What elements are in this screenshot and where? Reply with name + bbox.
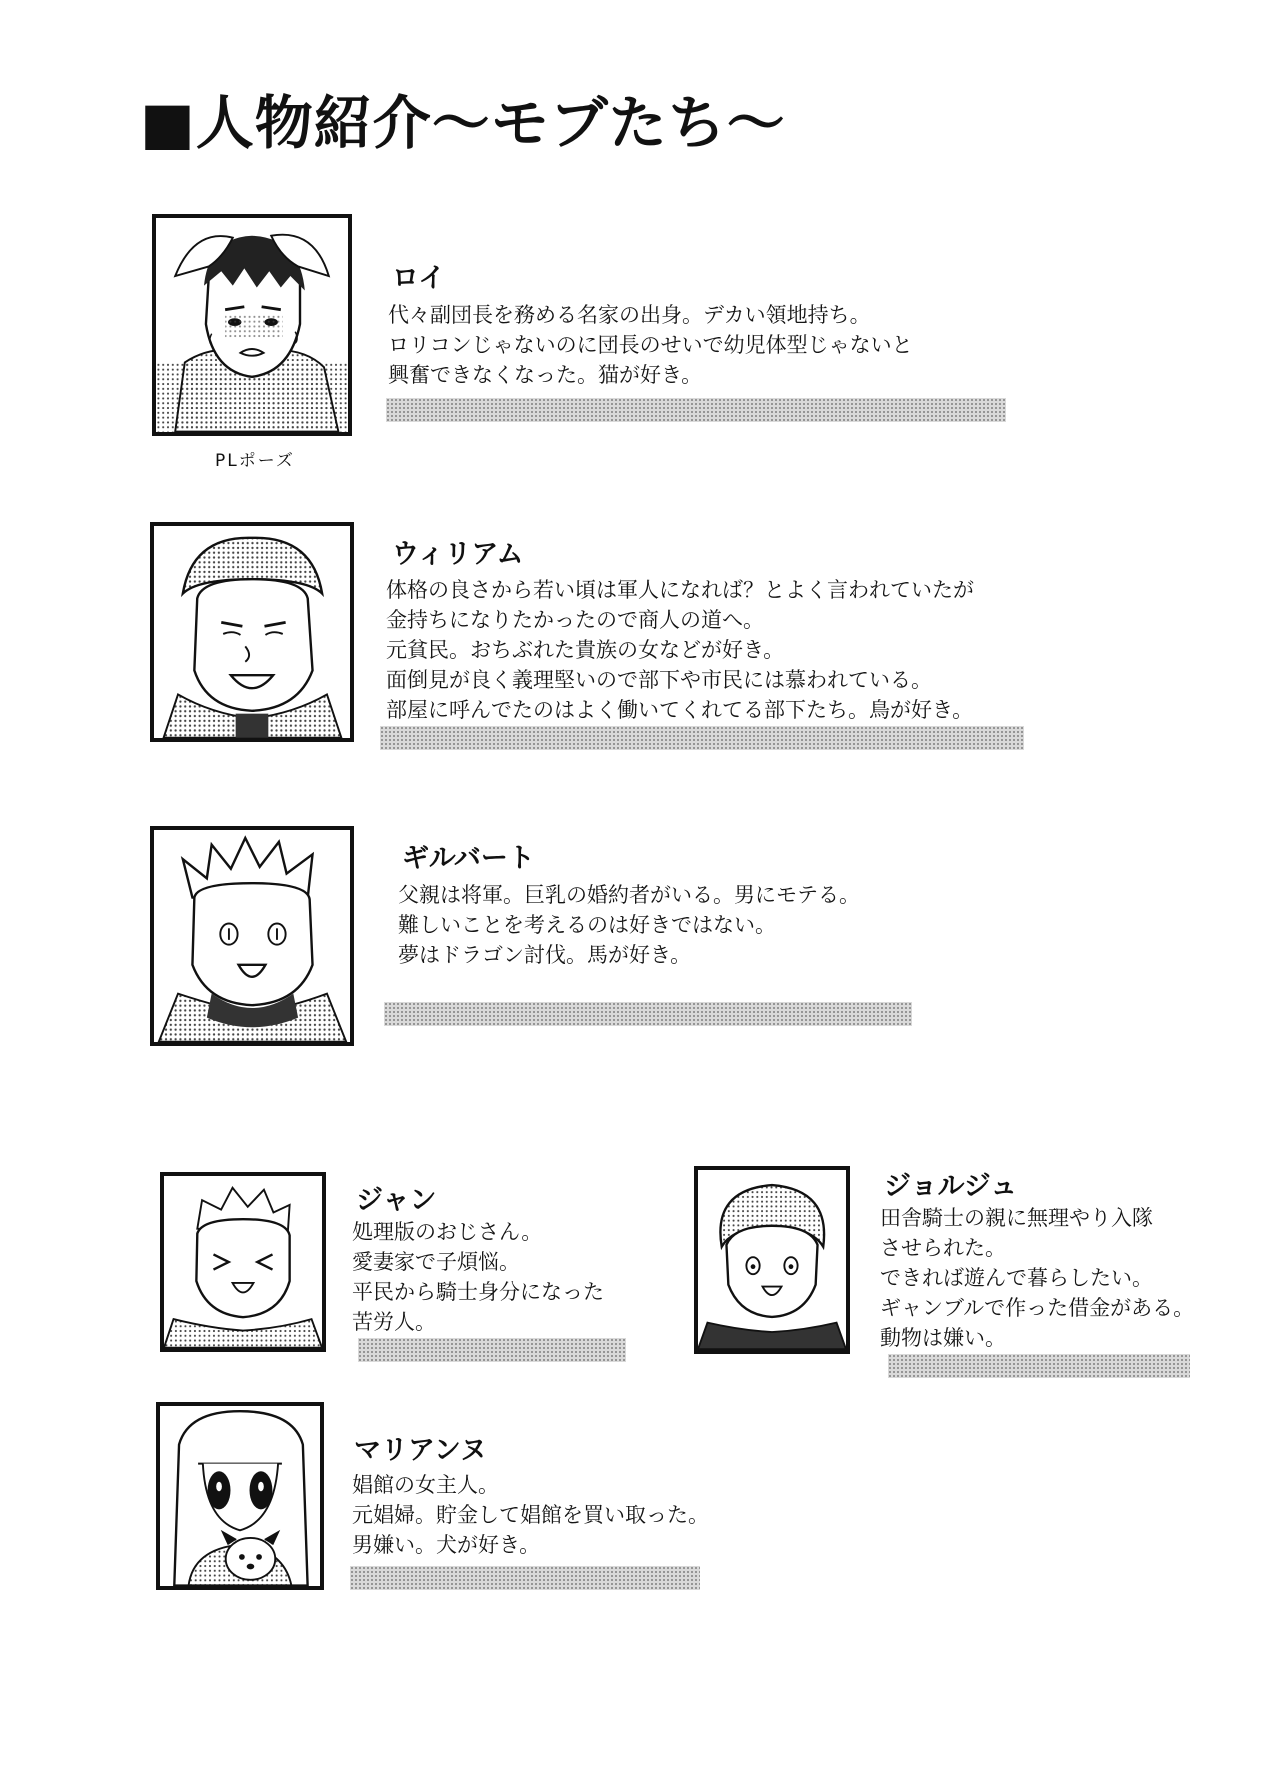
description-line: 平民から騎士身分になった: [352, 1280, 604, 1304]
description-line: 動物は嫌い。: [880, 1326, 1006, 1350]
description-line: 金持ちになりたかったので商人の道へ。: [386, 608, 764, 632]
character-description: [398, 880, 860, 970]
description-line: ギャンブルで作った借金がある。: [880, 1296, 1195, 1320]
screentone-strip: [380, 726, 1024, 750]
young-knight-portrait: [694, 1166, 850, 1354]
description-line: 父親は将軍。巨乳の婚約者がいる。男にモテる。: [398, 883, 860, 907]
page-title: ■人物紹介～モブたち～: [140, 89, 786, 157]
description-line: ロリコンじゃないのに団長のせいで幼児体型じゃないと: [388, 333, 913, 357]
character-description: [352, 1470, 709, 1560]
description-line: 面倒見が良く義理堅いので部下や市民には慕われている。: [386, 668, 932, 692]
description-line: 愛妻家で子煩悩。: [352, 1250, 520, 1274]
screentone-strip: [358, 1338, 626, 1362]
character-name: ジャン: [356, 1185, 437, 1216]
description-line: 興奮できなくなった。猫が好き。: [388, 363, 703, 387]
description-line: 田舎騎士の親に無理やり入隊: [880, 1206, 1153, 1230]
description-line: 娼館の女主人。: [352, 1473, 499, 1497]
description-line: 苦労人。: [352, 1310, 436, 1334]
screentone-strip: [888, 1354, 1190, 1378]
character-name: ウィリアム: [392, 539, 524, 570]
character-description: [386, 575, 974, 725]
description-line: 代々副団長を務める名家の出身。デカい領地持ち。: [388, 303, 871, 327]
smiling-merchant-portrait: [150, 522, 354, 742]
woman-holding-dog-portrait: [156, 1402, 324, 1590]
description-line: 体格の良さから若い頃は軍人になれば？とよく言われていたが: [386, 578, 974, 602]
description-line: 部屋に呼んでたのはよく働いてくれてる部下たち。鳥が好き。: [386, 698, 974, 722]
description-line: 夢はドラゴン討伐。馬が好き。: [398, 943, 692, 967]
screentone-strip: [350, 1566, 700, 1590]
character-description: [388, 300, 913, 390]
description-line: させられた。: [880, 1236, 1006, 1260]
description-line: 難しいことを考えるのは好きではない。: [398, 913, 776, 937]
description-line: 元貧民。おちぶれた貴族の女などが好き。: [386, 638, 785, 662]
character-name: ジョルジュ: [884, 1171, 1018, 1202]
character-description: [880, 1203, 1194, 1353]
character-name: マリアンヌ: [354, 1435, 487, 1466]
character-name: ギルバート: [402, 843, 535, 874]
spiky-hair-knight-portrait: [150, 826, 354, 1046]
screentone-strip: [384, 1002, 912, 1026]
screentone-strip: [386, 398, 1006, 422]
character-name: ロイ: [392, 263, 446, 294]
description-line: 処理版のおじさん。: [352, 1220, 543, 1244]
portrait-caption: PLポーズ: [215, 451, 295, 471]
description-line: 男嫌い。犬が好き。: [352, 1533, 541, 1557]
description-line: できれば遊んで暮らしたい。: [880, 1266, 1153, 1290]
character-description: [352, 1217, 604, 1337]
description-line: 元娼婦。貯金して娼館を買い取った。: [352, 1503, 709, 1527]
man-holding-head-portrait: [152, 214, 352, 436]
laughing-man-portrait: [160, 1172, 326, 1352]
